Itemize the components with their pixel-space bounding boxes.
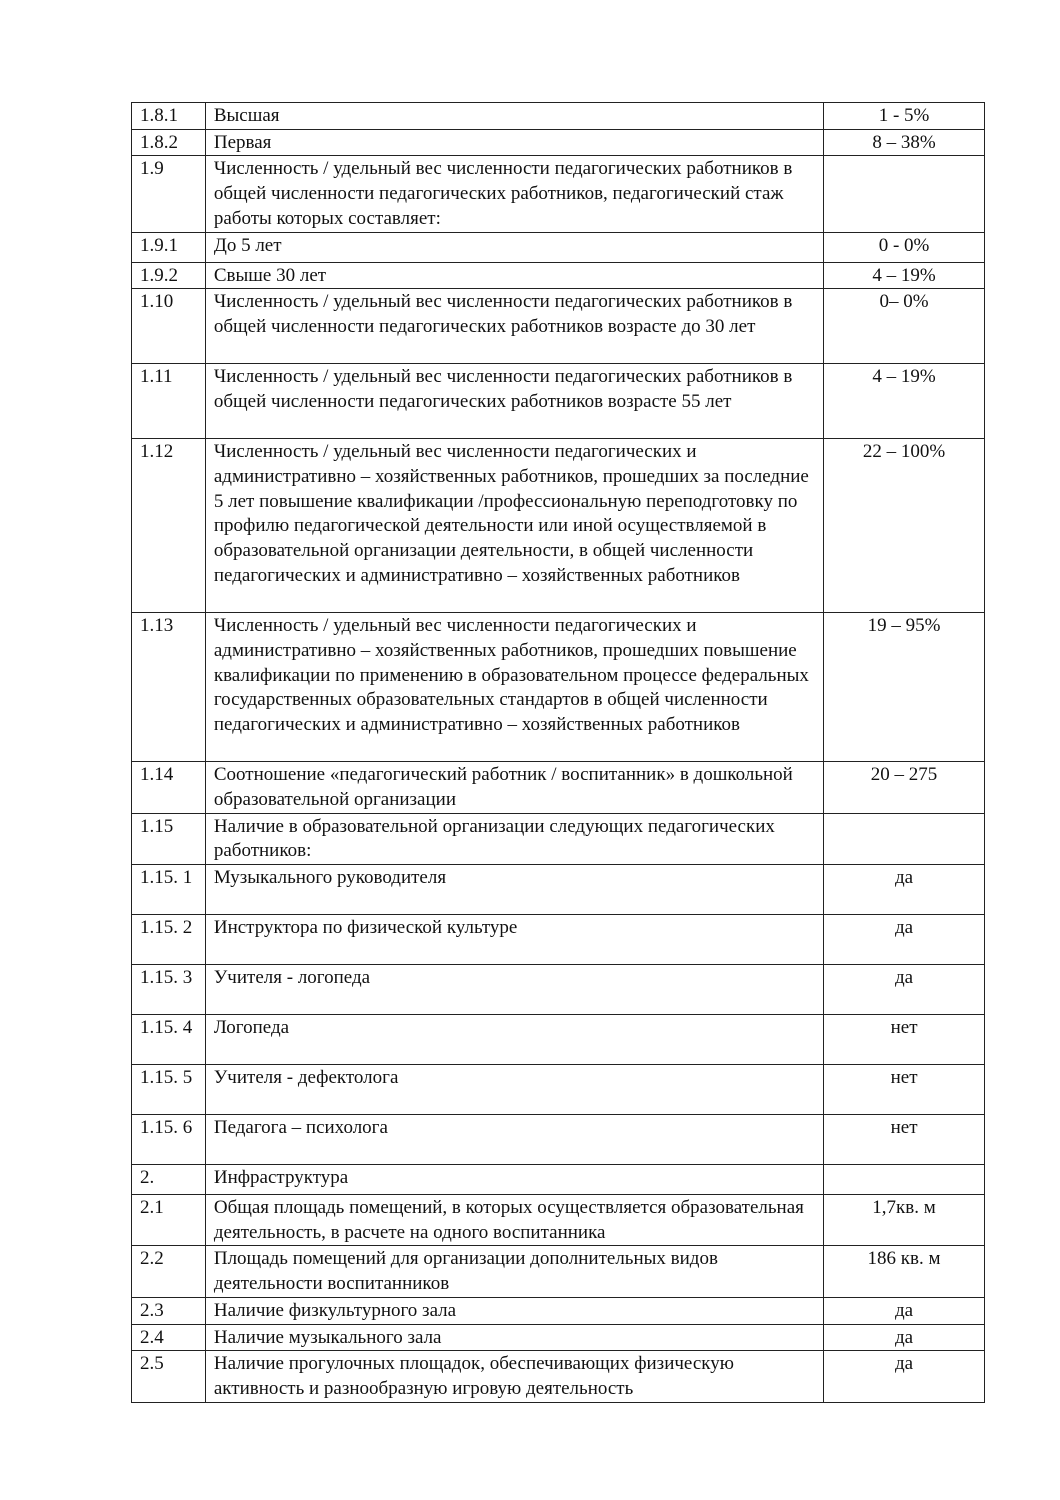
table-row [132, 364, 985, 439]
row-description-cell [205, 1246, 823, 1297]
row-value: 1,7кв. м [872, 1197, 936, 1219]
row-description-cell [205, 1115, 823, 1165]
row-value-cell [824, 1115, 985, 1165]
row-description-cell [205, 813, 823, 864]
row-value-cell [824, 865, 985, 915]
table-row [132, 613, 985, 762]
row-value: 8 – 38% [872, 131, 936, 153]
row-value-cell [824, 762, 985, 813]
row-number-cell [132, 1351, 206, 1402]
row-number-cell [132, 613, 206, 762]
row-number-cell [132, 232, 206, 262]
row-value: да [894, 1299, 914, 1321]
row-number: 2.5 [140, 1353, 164, 1375]
row-value-cell [824, 1065, 985, 1115]
row-description: До 5 лет [213, 234, 282, 256]
row-value-cell [824, 1324, 985, 1351]
row-value: нет [890, 1117, 918, 1139]
row-value-cell [824, 289, 985, 364]
row-description: Инструктора по физической культуре [213, 917, 518, 939]
row-value-cell [824, 364, 985, 439]
row-description: Наличие музыкального зала [213, 1326, 442, 1348]
row-value: 0 - 0% [878, 234, 930, 256]
row-number: 1.12 [140, 441, 174, 463]
row-value-cell [824, 1165, 985, 1195]
row-description: Численность / удельный вес численности педагогических работников в общей численности педагогических работников возрасте 55 лет [213, 366, 793, 412]
row-number: 1.15. 2 [140, 917, 193, 939]
row-value-cell [824, 156, 985, 232]
row-description: Первая [213, 131, 272, 153]
row-value: 20 – 275 [870, 764, 938, 786]
row-value-cell [824, 1195, 985, 1246]
row-number: 2.4 [140, 1326, 164, 1348]
row-value-cell [824, 1297, 985, 1324]
row-number: 1.15 [140, 815, 174, 837]
row-number-cell [132, 439, 206, 613]
row-description: Наличие в образовательной организации следующих педагогических работников: [213, 815, 775, 862]
row-description-cell [205, 865, 823, 915]
row-number-cell [132, 813, 206, 864]
row-description: Численность / удельный вес численности педагогических работников в общей численности педагогических работников возрасте до 30 лет [213, 291, 793, 337]
row-description: Площадь помещений для организации дополнительных видов деятельности воспитанников [213, 1248, 718, 1295]
row-number: 1.9 [140, 158, 164, 180]
row-number: 1.9.1 [140, 234, 178, 256]
row-value-cell [824, 813, 985, 864]
row-description: Свыше 30 лет [213, 264, 327, 286]
table-row [132, 965, 985, 1015]
row-number: 2.1 [140, 1197, 164, 1219]
row-number: 1.8.2 [140, 131, 178, 153]
row-value: 0– 0% [879, 291, 929, 313]
row-description: Наличие физкультурного зала [213, 1299, 457, 1321]
row-value: да [894, 1326, 914, 1348]
row-description-cell [205, 232, 823, 262]
row-value-cell [824, 915, 985, 965]
row-number: 2. [140, 1167, 155, 1189]
row-number: 1.15. 6 [140, 1117, 193, 1139]
row-description-cell [205, 262, 823, 289]
row-value: нет [890, 1067, 918, 1089]
row-value-cell [824, 965, 985, 1015]
table-row [132, 865, 985, 915]
row-value: 1 - 5% [878, 105, 930, 126]
table-row [132, 813, 985, 864]
table-row [132, 1297, 985, 1324]
row-number: 1.13 [140, 615, 174, 637]
row-number-cell [132, 1015, 206, 1065]
row-number: 1.11 [140, 366, 173, 388]
row-value-cell [824, 129, 985, 156]
row-value: 22 – 100% [862, 441, 946, 463]
row-number-cell [132, 1324, 206, 1351]
table-row [132, 439, 985, 613]
row-number-cell [132, 1246, 206, 1297]
table-row [132, 289, 985, 364]
row-value-cell [824, 439, 985, 613]
row-number: 1.15. 3 [140, 967, 193, 989]
row-number: 1.15. 5 [140, 1067, 193, 1089]
table-row [132, 762, 985, 813]
row-number-cell [132, 103, 206, 130]
row-description-cell [205, 613, 823, 762]
row-description-cell [205, 439, 823, 613]
row-number: 2.2 [140, 1248, 164, 1270]
row-description-cell [205, 103, 823, 130]
row-description-cell [205, 1195, 823, 1246]
table-row [132, 1115, 985, 1165]
row-number: 1.14 [140, 764, 174, 786]
table-row [132, 103, 985, 130]
row-description-cell [205, 1065, 823, 1115]
table-row [132, 262, 985, 289]
row-description-cell [205, 129, 823, 156]
row-number-cell [132, 289, 206, 364]
row-description: Учителя - логопеда [213, 967, 371, 989]
row-value-cell [824, 103, 985, 130]
row-value: 4 – 19% [872, 366, 936, 388]
table-row [132, 1015, 985, 1065]
row-description-cell [205, 1165, 823, 1195]
row-description: Численность / удельный вес численности педагогических и административно – хозяйственных работников, прошедших за последние 5 лет повышение квалификации /профессиональную переподготовку по профилю педагогической деятельности или иной осуществляемой в образовательной организации деятельности, в общей численности педагогических и административно – хозяйственных работников [213, 441, 809, 586]
table-row [132, 1195, 985, 1246]
row-number: 1.15. 4 [140, 1017, 193, 1039]
row-description-cell [205, 915, 823, 965]
table-row [132, 232, 985, 262]
row-number-cell [132, 1195, 206, 1246]
row-description-cell [205, 289, 823, 364]
row-value-cell [824, 1246, 985, 1297]
row-description-cell [205, 364, 823, 439]
row-number-cell [132, 156, 206, 232]
table-row [132, 1246, 985, 1297]
row-description-cell [205, 156, 823, 232]
row-description-cell [205, 1015, 823, 1065]
row-description-cell [205, 1351, 823, 1402]
row-value: да [894, 1353, 914, 1375]
row-number-cell [132, 865, 206, 915]
row-value-cell [824, 1351, 985, 1402]
row-description: Музыкального руководителя [213, 867, 447, 889]
row-description-cell [205, 762, 823, 813]
row-description: Наличие прогулочных площадок, обеспечивающих физическую активность и разнообразную игровую деятельность [213, 1353, 734, 1399]
table-row [132, 1324, 985, 1351]
row-description-cell [205, 965, 823, 1015]
row-value-cell [824, 232, 985, 262]
table-row [132, 1065, 985, 1115]
row-value: нет [890, 1017, 918, 1039]
row-description: Соотношение «педагогический работник / воспитанник» в дошкольной образовательной организации [213, 764, 793, 810]
row-number: 1.15. 1 [140, 867, 193, 889]
row-number-cell [132, 915, 206, 965]
row-description: Общая площадь помещений, в которых осуществляется образовательная деятельность, в расчете на одного воспитанника [213, 1197, 804, 1243]
row-description: Педагога – психолога [213, 1117, 388, 1139]
row-number-cell [132, 1065, 206, 1115]
row-number: 2.3 [140, 1299, 164, 1321]
row-number-cell [132, 1115, 206, 1165]
table-row [132, 915, 985, 965]
row-value-cell [824, 1015, 985, 1065]
indicators-table [131, 102, 985, 1403]
row-description: Высшая [213, 105, 280, 126]
row-number-cell [132, 262, 206, 289]
row-value-cell [824, 262, 985, 289]
row-number-cell [132, 364, 206, 439]
row-number-cell [132, 129, 206, 156]
indicators-table-body [132, 103, 985, 1403]
row-description: Логопеда [213, 1017, 290, 1039]
row-number: 1.10 [140, 291, 174, 313]
row-value: 19 – 95% [867, 615, 941, 637]
row-description: Учителя - дефектолога [213, 1067, 399, 1089]
row-value: да [894, 917, 914, 939]
table-row [132, 1351, 985, 1402]
row-number: 1.9.2 [140, 264, 178, 286]
row-number-cell [132, 965, 206, 1015]
row-number-cell [132, 762, 206, 813]
row-description: Численность / удельный вес численности педагогических работников в общей численности педагогических работников, педагогический стаж работы которых составляет: [213, 158, 793, 229]
table-row [132, 1165, 985, 1195]
row-value: да [894, 867, 914, 889]
row-number-cell [132, 1297, 206, 1324]
row-number: 1.8.1 [140, 105, 178, 126]
row-number-cell [132, 1165, 206, 1195]
row-description: Численность / удельный вес численности педагогических и административно – хозяйственных работников, прошедших повышение квалификации по применению в образовательном процессе федеральных государственных образовательных стандартов в общей численности педагогических и административно – хозяйственных работников [213, 615, 809, 736]
row-value: 186 кв. м [867, 1248, 941, 1270]
table-row [132, 129, 985, 156]
row-description-cell [205, 1324, 823, 1351]
row-value-cell [824, 613, 985, 762]
row-description-cell [205, 1297, 823, 1324]
table-row [132, 156, 985, 232]
row-description: Инфраструктура [213, 1167, 349, 1189]
row-value: 4 – 19% [872, 264, 936, 286]
row-value: да [894, 967, 914, 989]
